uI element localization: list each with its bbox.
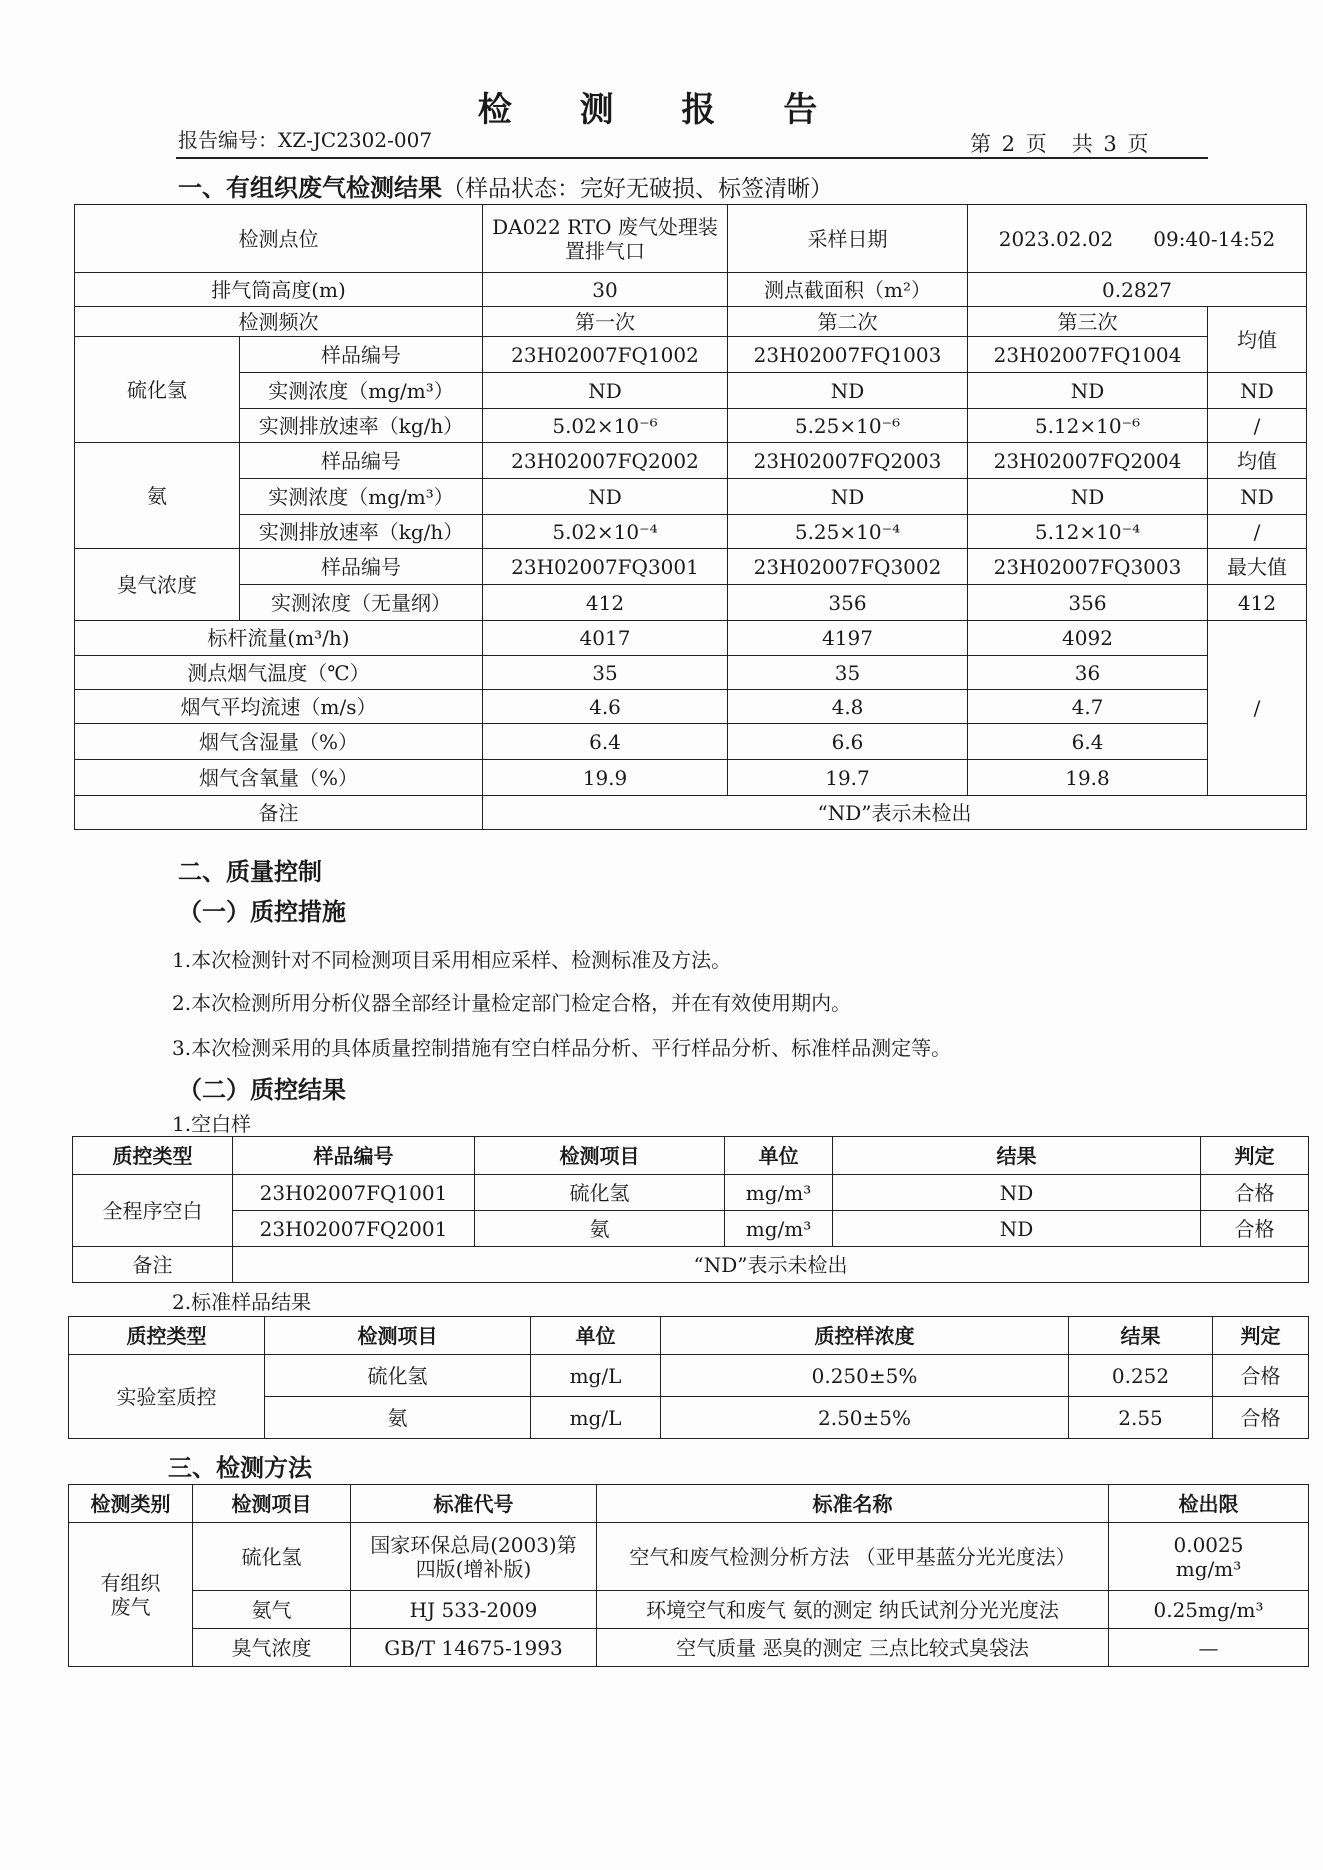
blank-unit-1: mg/m³ bbox=[725, 1175, 833, 1211]
nh3-sample-1: 23H02007FQ2002 bbox=[483, 443, 728, 479]
blank-title: 1.空白样 bbox=[172, 1112, 252, 1136]
flow-3: 4092 bbox=[968, 621, 1208, 656]
nh3-rate-3: 5.12×10⁻⁴ bbox=[968, 515, 1208, 549]
table-row bbox=[75, 515, 1307, 549]
blank-type: 全程序空白 bbox=[73, 1175, 233, 1247]
nh3-rate-avg: / bbox=[1208, 515, 1307, 549]
temp-2: 35 bbox=[728, 656, 968, 690]
stack-height-label: 排气筒高度(m) bbox=[75, 273, 483, 307]
area-value: 0.2827 bbox=[968, 273, 1307, 307]
date-value: 2023.02.02 09:40-14:52 bbox=[968, 205, 1307, 273]
h2s-rate-1: 5.02×10⁻⁶ bbox=[483, 409, 728, 443]
h2s-sample-3: 23H02007FQ1004 bbox=[968, 337, 1208, 373]
method-category: 有组织废气 bbox=[69, 1523, 193, 1667]
std-header-type: 质控类型 bbox=[69, 1317, 265, 1355]
h2s-name: 硫化氢 bbox=[75, 337, 240, 443]
table-row bbox=[75, 549, 1307, 585]
blank-judge-2: 合格 bbox=[1201, 1211, 1309, 1247]
method-limit-1: 0.0025 mg/m³ bbox=[1109, 1523, 1309, 1591]
nh3-name: 氨 bbox=[75, 443, 240, 549]
method-header-name: 标准名称 bbox=[597, 1485, 1109, 1523]
blank-sample-table bbox=[72, 1136, 1309, 1283]
moist-2: 6.6 bbox=[728, 724, 968, 760]
date-label: 采样日期 bbox=[728, 205, 968, 273]
standard-sample-table bbox=[68, 1316, 1309, 1439]
blank-judge-1: 合格 bbox=[1201, 1175, 1309, 1211]
std-conc-2: 2.50±5% bbox=[661, 1397, 1069, 1439]
table-row bbox=[75, 273, 1307, 307]
odor-conc-1: 412 bbox=[483, 585, 728, 621]
table-row bbox=[69, 1317, 1309, 1355]
speed-3: 4.7 bbox=[968, 690, 1208, 724]
moist-3: 6.4 bbox=[968, 724, 1208, 760]
std-item-1: 硫化氢 bbox=[265, 1355, 531, 1397]
temp-label: 测点烟气温度（℃） bbox=[75, 656, 483, 690]
std-judge-1: 合格 bbox=[1213, 1355, 1309, 1397]
method-header-code: 标准代号 bbox=[351, 1485, 597, 1523]
section2-heading: 二、质量控制 bbox=[178, 857, 322, 886]
temp-1: 35 bbox=[483, 656, 728, 690]
nh3-conc-avg: ND bbox=[1208, 479, 1307, 515]
table-row bbox=[75, 796, 1307, 830]
h2s-rate-2: 5.25×10⁻⁶ bbox=[728, 409, 968, 443]
speed-1: 4.6 bbox=[483, 690, 728, 724]
blank-header-item: 检测项目 bbox=[475, 1137, 725, 1175]
nh3-conc-3: ND bbox=[968, 479, 1208, 515]
oxygen-1: 19.9 bbox=[483, 760, 728, 796]
section3-heading: 三、检测方法 bbox=[168, 1453, 312, 1482]
qc-results-heading: （二）质控结果 bbox=[178, 1075, 346, 1104]
speed-label: 烟气平均流速（m/s） bbox=[75, 690, 483, 724]
oxygen-3: 19.8 bbox=[968, 760, 1208, 796]
std-item-2: 氨 bbox=[265, 1397, 531, 1439]
qc-measures-heading: （一）质控措施 bbox=[178, 897, 346, 926]
blank-header-result: 结果 bbox=[833, 1137, 1201, 1175]
h2s-sample-2: 23H02007FQ1003 bbox=[728, 337, 968, 373]
odor-max-label: 最大值 bbox=[1208, 549, 1307, 585]
blank-header-unit: 单位 bbox=[725, 1137, 833, 1175]
moist-1: 6.4 bbox=[483, 724, 728, 760]
table-row bbox=[69, 1629, 1309, 1667]
table-row bbox=[69, 1355, 1309, 1397]
table-row bbox=[69, 1591, 1309, 1629]
speed-2: 4.8 bbox=[728, 690, 968, 724]
point-label: 检测点位 bbox=[75, 205, 483, 273]
method-header-category: 检测类别 bbox=[69, 1485, 193, 1523]
blank-result-1: ND bbox=[833, 1175, 1201, 1211]
std-header-result: 结果 bbox=[1069, 1317, 1213, 1355]
nh3-sample-label: 样品编号 bbox=[240, 443, 483, 479]
freq-label: 检测频次 bbox=[75, 307, 483, 337]
section1-heading bbox=[178, 168, 833, 203]
std-header-unit: 单位 bbox=[531, 1317, 661, 1355]
method-header-item: 检测项目 bbox=[193, 1485, 351, 1523]
odor-conc-label: 实测浓度（无量纲） bbox=[240, 585, 483, 621]
nh3-sample-3: 23H02007FQ2004 bbox=[968, 443, 1208, 479]
table-row bbox=[73, 1247, 1309, 1283]
area-label: 测点截面积（m²） bbox=[728, 273, 968, 307]
method-header-limit: 检出限 bbox=[1109, 1485, 1309, 1523]
table-row bbox=[75, 760, 1307, 796]
header-rule bbox=[176, 157, 1208, 159]
nh3-sample-2: 23H02007FQ2003 bbox=[728, 443, 968, 479]
method-name-1: 空气和废气检测分析方法 （亚甲基蓝分光光度法） bbox=[597, 1523, 1109, 1591]
table-row bbox=[69, 1523, 1309, 1591]
std-conc-1: 0.250±5% bbox=[661, 1355, 1069, 1397]
page-info: 第 2 页 共 3 页 bbox=[970, 132, 1151, 156]
blank-result-2: ND bbox=[833, 1211, 1201, 1247]
h2s-sample-1: 23H02007FQ1002 bbox=[483, 337, 728, 373]
odor-sample-3: 23H02007FQ3003 bbox=[968, 549, 1208, 585]
std-type: 实验室质控 bbox=[69, 1355, 265, 1439]
odor-conc-2: 356 bbox=[728, 585, 968, 621]
freq-1: 第一次 bbox=[483, 307, 728, 337]
method-name-3: 空气质量 恶臭的测定 三点比较式臭袋法 bbox=[597, 1629, 1109, 1667]
h2s-sample-label: 样品编号 bbox=[240, 337, 483, 373]
blank-remark-label: 备注 bbox=[73, 1247, 233, 1283]
blank-item-2: 氨 bbox=[475, 1211, 725, 1247]
h2s-rate-label: 实测排放速率（kg/h） bbox=[240, 409, 483, 443]
table-row bbox=[75, 373, 1307, 409]
h2s-conc-2: ND bbox=[728, 373, 968, 409]
method-table bbox=[68, 1484, 1309, 1667]
moist-label: 烟气含湿量（%） bbox=[75, 724, 483, 760]
blank-header-type: 质控类型 bbox=[73, 1137, 233, 1175]
table-row bbox=[75, 443, 1307, 479]
table-row bbox=[73, 1137, 1309, 1175]
h2s-conc-3: ND bbox=[968, 373, 1208, 409]
blank-sample-1: 23H02007FQ1001 bbox=[233, 1175, 475, 1211]
method-code-2: HJ 533-2009 bbox=[351, 1591, 597, 1629]
table-row bbox=[75, 585, 1307, 621]
qc-item-2: 2.本次检测所用分析仪器全部经计量检定部门检定合格，并在有效使用期内。 bbox=[172, 991, 852, 1015]
blank-item-1: 硫化氢 bbox=[475, 1175, 725, 1211]
flow-2: 4197 bbox=[728, 621, 968, 656]
table-row bbox=[75, 621, 1307, 656]
std-unit-2: mg/L bbox=[531, 1397, 661, 1439]
table-row bbox=[75, 409, 1307, 443]
section1-title: 一、有组织废气检测结果 bbox=[178, 173, 442, 202]
nh3-rate-1: 5.02×10⁻⁴ bbox=[483, 515, 728, 549]
h2s-conc-avg: ND bbox=[1208, 373, 1307, 409]
std-result-2: 2.55 bbox=[1069, 1397, 1213, 1439]
table-row bbox=[75, 479, 1307, 515]
std-result-1: 0.252 bbox=[1069, 1355, 1213, 1397]
method-name-2: 环境空气和废气 氨的测定 纳氏试剂分光光度法 bbox=[597, 1591, 1109, 1629]
report-number: 报告编号：XZ-JC2302-007 bbox=[178, 128, 433, 152]
nh3-rate-2: 5.25×10⁻⁴ bbox=[728, 515, 968, 549]
qc-item-3: 3.本次检测采用的具体质量控制措施有空白样品分析、平行样品分析、标准样品测定等。 bbox=[172, 1036, 952, 1060]
std-judge-2: 合格 bbox=[1213, 1397, 1309, 1439]
method-limit-2: 0.25mg/m³ bbox=[1109, 1591, 1309, 1629]
std-header-conc: 质控样浓度 bbox=[661, 1317, 1069, 1355]
method-code-1: 国家环保总局(2003)第四版(增补版) bbox=[351, 1523, 597, 1591]
method-item-1: 硫化氢 bbox=[193, 1523, 351, 1591]
odor-conc-3: 356 bbox=[968, 585, 1208, 621]
exhaust-results-table bbox=[74, 204, 1307, 830]
blank-sample-2: 23H02007FQ2001 bbox=[233, 1211, 475, 1247]
odor-name: 臭气浓度 bbox=[75, 549, 240, 621]
remark-label: 备注 bbox=[75, 796, 483, 830]
blank-header-judge: 判定 bbox=[1201, 1137, 1309, 1175]
std-header-judge: 判定 bbox=[1213, 1317, 1309, 1355]
temp-3: 36 bbox=[968, 656, 1208, 690]
method-limit-3: — bbox=[1109, 1629, 1309, 1667]
nh3-conc-1: ND bbox=[483, 479, 728, 515]
table-row bbox=[69, 1485, 1309, 1523]
std-unit-1: mg/L bbox=[531, 1355, 661, 1397]
odor-sample-1: 23H02007FQ3001 bbox=[483, 549, 728, 585]
stack-height-value: 30 bbox=[483, 273, 728, 307]
h2s-conc-label: 实测浓度（mg/m³） bbox=[240, 373, 483, 409]
params-slash: / bbox=[1208, 621, 1307, 796]
qc-item-1: 1.本次检测针对不同检测项目采用相应采样、检测标准及方法。 bbox=[172, 948, 732, 972]
section1-note: （样品状态：完好无破损、标签清晰） bbox=[442, 176, 833, 202]
oxygen-2: 19.7 bbox=[728, 760, 968, 796]
method-item-2: 氨气 bbox=[193, 1591, 351, 1629]
remark-text: “ND”表示未检出 bbox=[483, 796, 1307, 830]
table-row bbox=[73, 1211, 1309, 1247]
nh3-conc-2: ND bbox=[728, 479, 968, 515]
freq-3: 第三次 bbox=[968, 307, 1208, 337]
std-title: 2.标准样品结果 bbox=[172, 1290, 312, 1314]
method-item-3: 臭气浓度 bbox=[193, 1629, 351, 1667]
blank-remark: “ND”表示未检出 bbox=[233, 1247, 1309, 1283]
method-code-3: GB/T 14675-1993 bbox=[351, 1629, 597, 1667]
nh3-avg-label: 均值 bbox=[1208, 443, 1307, 479]
flow-1: 4017 bbox=[483, 621, 728, 656]
blank-unit-2: mg/m³ bbox=[725, 1211, 833, 1247]
flow-label: 标杆流量(m³/h) bbox=[75, 621, 483, 656]
odor-sample-label: 样品编号 bbox=[240, 549, 483, 585]
h2s-avg-label: 均值 bbox=[1208, 307, 1307, 373]
point-value: DA022 RTO 废气处理装置排气口 bbox=[483, 205, 728, 273]
nh3-conc-label: 实测浓度（mg/m³） bbox=[240, 479, 483, 515]
nh3-rate-label: 实测排放速率（kg/h） bbox=[240, 515, 483, 549]
h2s-rate-avg: / bbox=[1208, 409, 1307, 443]
std-header-item: 检测项目 bbox=[265, 1317, 531, 1355]
table-row bbox=[73, 1175, 1309, 1211]
report-title: 检 测 报 告 bbox=[477, 90, 846, 130]
table-row bbox=[75, 307, 1307, 337]
odor-sample-2: 23H02007FQ3002 bbox=[728, 549, 968, 585]
h2s-rate-3: 5.12×10⁻⁶ bbox=[968, 409, 1208, 443]
table-row bbox=[75, 205, 1307, 273]
freq-2: 第二次 bbox=[728, 307, 968, 337]
oxygen-label: 烟气含氧量（%） bbox=[75, 760, 483, 796]
h2s-conc-1: ND bbox=[483, 373, 728, 409]
table-row bbox=[75, 690, 1307, 724]
odor-conc-max: 412 bbox=[1208, 585, 1307, 621]
table-row bbox=[75, 337, 1307, 373]
table-row bbox=[75, 656, 1307, 690]
blank-header-sample: 样品编号 bbox=[233, 1137, 475, 1175]
table-row bbox=[75, 724, 1307, 760]
